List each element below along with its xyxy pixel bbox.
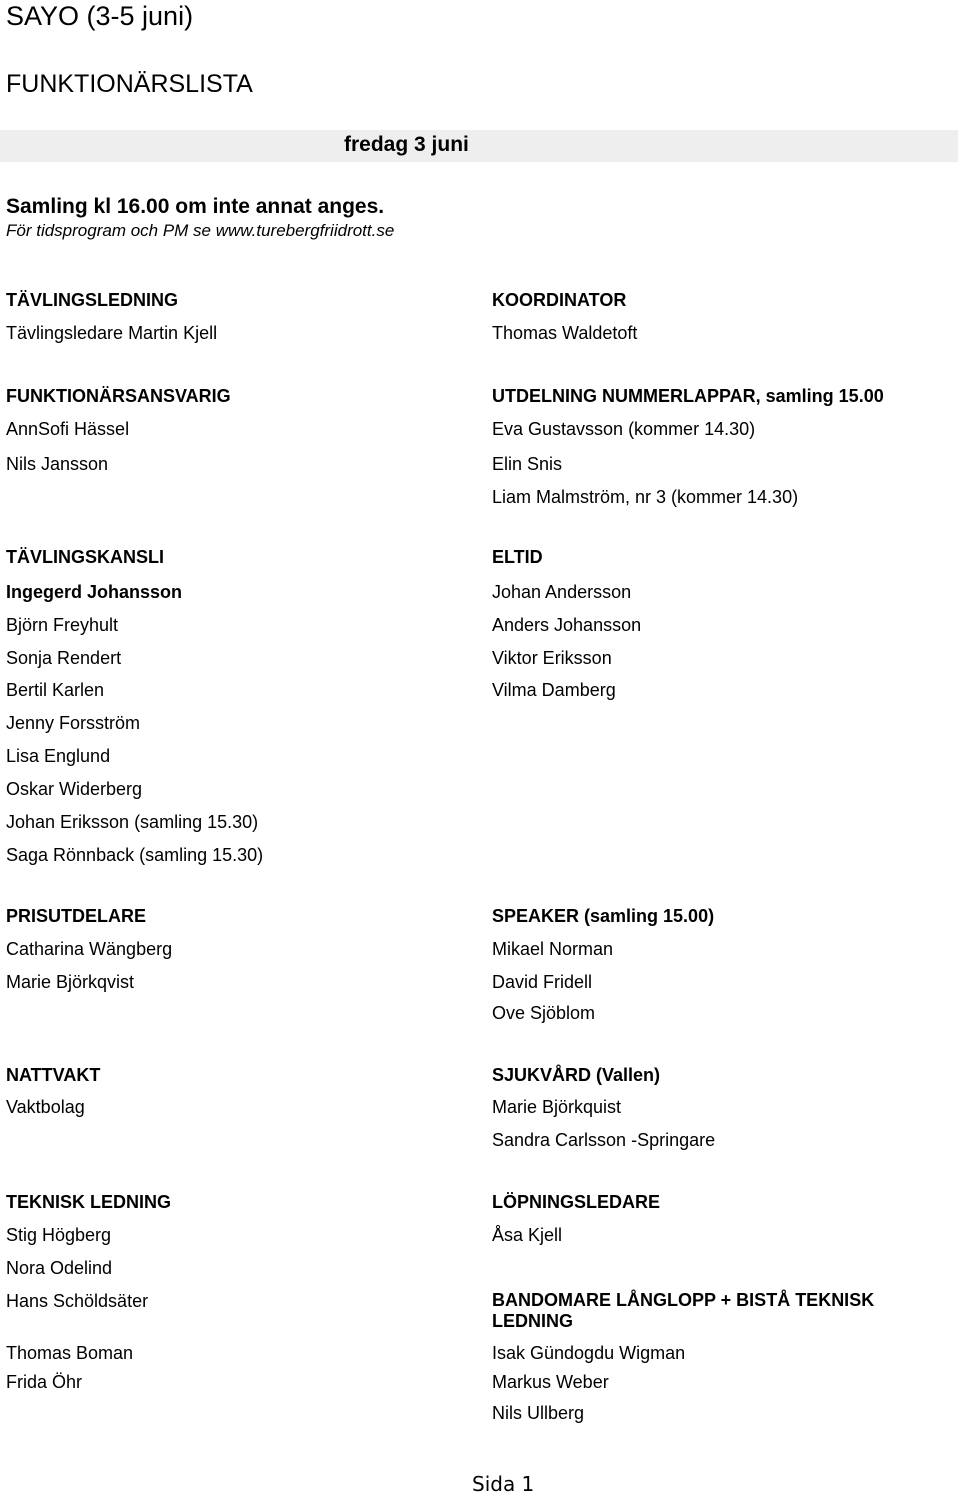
section-heading-koordinator: KOORDINATOR (492, 290, 627, 310)
section-heading-speaker: SPEAKER (samling 15.00) (492, 906, 715, 926)
list-item: Björn Freyhult (6, 615, 119, 635)
list-item: Eva Gustavsson (kommer 14.30) (492, 419, 756, 439)
list-item: Nils Ullberg (492, 1403, 585, 1423)
samling-note: Samling kl 16.00 om inte annat anges. (6, 195, 385, 218)
list-item: Stig Högberg (6, 1225, 112, 1245)
list-item: Frida Öhr (6, 1372, 83, 1392)
list-item: Isak Gündogdu Wigman (492, 1343, 686, 1363)
section-heading-bandomare: BANDOMARE LÅNGLOPP + BISTÅ TEKNISK LEDNING (492, 1290, 875, 1331)
list-item: Lisa Englund (6, 746, 111, 766)
list-item: Jenny Forsström (6, 713, 141, 733)
list-item: Mikael Norman (492, 939, 614, 959)
list-item: Anders Johansson (492, 615, 642, 635)
list-item: Marie Björkqvist (6, 972, 135, 992)
list-item: Åsa Kjell (492, 1225, 563, 1245)
list-item: Saga Rönnback (samling 15.30) (6, 845, 264, 865)
day-label: fredag 3 juni (344, 133, 469, 156)
list-item: Vaktbolag (6, 1097, 85, 1117)
list-item: Thomas Waldetoft (492, 323, 638, 343)
section-heading-tavlingskansli: TÄVLINGSKANSLI (6, 547, 165, 567)
list-item: Oskar Widerberg (6, 779, 143, 799)
list-item: Catharina Wängberg (6, 939, 173, 959)
section-heading-lopningsledare: LÖPNINGSLEDARE (492, 1192, 661, 1212)
section-heading-tavlingsledning: TÄVLINGSLEDNING (6, 290, 179, 310)
section-heading-utdelning: UTDELNING NUMMERLAPPAR, samling 15.00 (492, 386, 884, 406)
list-item: Viktor Eriksson (492, 648, 612, 668)
list-item: Liam Malmström, nr 3 (kommer 14.30) (492, 487, 799, 507)
list-item: Sandra Carlsson -Springare (492, 1130, 716, 1150)
section-heading-nattvakt: NATTVAKT (6, 1065, 101, 1085)
list-item: Thomas Boman (6, 1343, 134, 1363)
list-item: Johan Andersson (492, 582, 632, 602)
section-heading-funktionarsansvarig: FUNKTIONÄRSANSVARIG (6, 386, 231, 406)
list-item: Bertil Karlen (6, 680, 105, 700)
list-item: Vilma Damberg (492, 680, 616, 700)
list-item: Nils Jansson (6, 454, 109, 474)
section-heading-eltid: ELTID (492, 547, 543, 567)
list-item: Ove Sjöblom (492, 1003, 596, 1023)
tidsprogram-note: För tidsprogram och PM se www.turebergfriidrott.se (6, 221, 395, 240)
day-band (0, 130, 958, 162)
list-item: Tävlingsledare Martin Kjell (6, 323, 218, 343)
list-item: Marie Björkquist (492, 1097, 622, 1117)
list-item: Nora Odelind (6, 1258, 113, 1278)
list-item: Ingegerd Johansson (6, 582, 183, 602)
list-item: Johan Eriksson (samling 15.30) (6, 812, 259, 832)
page-number: Sida 1 (472, 1472, 535, 1496)
section-heading-teknisk-ledning: TEKNISK LEDNING (6, 1192, 172, 1212)
section-heading-sjukvard: SJUKVÅRD (Vallen) (492, 1065, 661, 1085)
list-item: Markus Weber (492, 1372, 609, 1392)
list-item: Sonja Rendert (6, 648, 122, 668)
list-item: Hans Schöldsäter (6, 1291, 149, 1311)
document-title: SAYO (3-5 juni) (6, 1, 194, 31)
section-heading-prisutdelare: PRISUTDELARE (6, 906, 147, 926)
list-item: Elin Snis (492, 454, 563, 474)
list-item: AnnSofi Hässel (6, 419, 130, 439)
list-title: FUNKTIONÄRSLISTA (6, 70, 253, 98)
list-item: David Fridell (492, 972, 593, 992)
